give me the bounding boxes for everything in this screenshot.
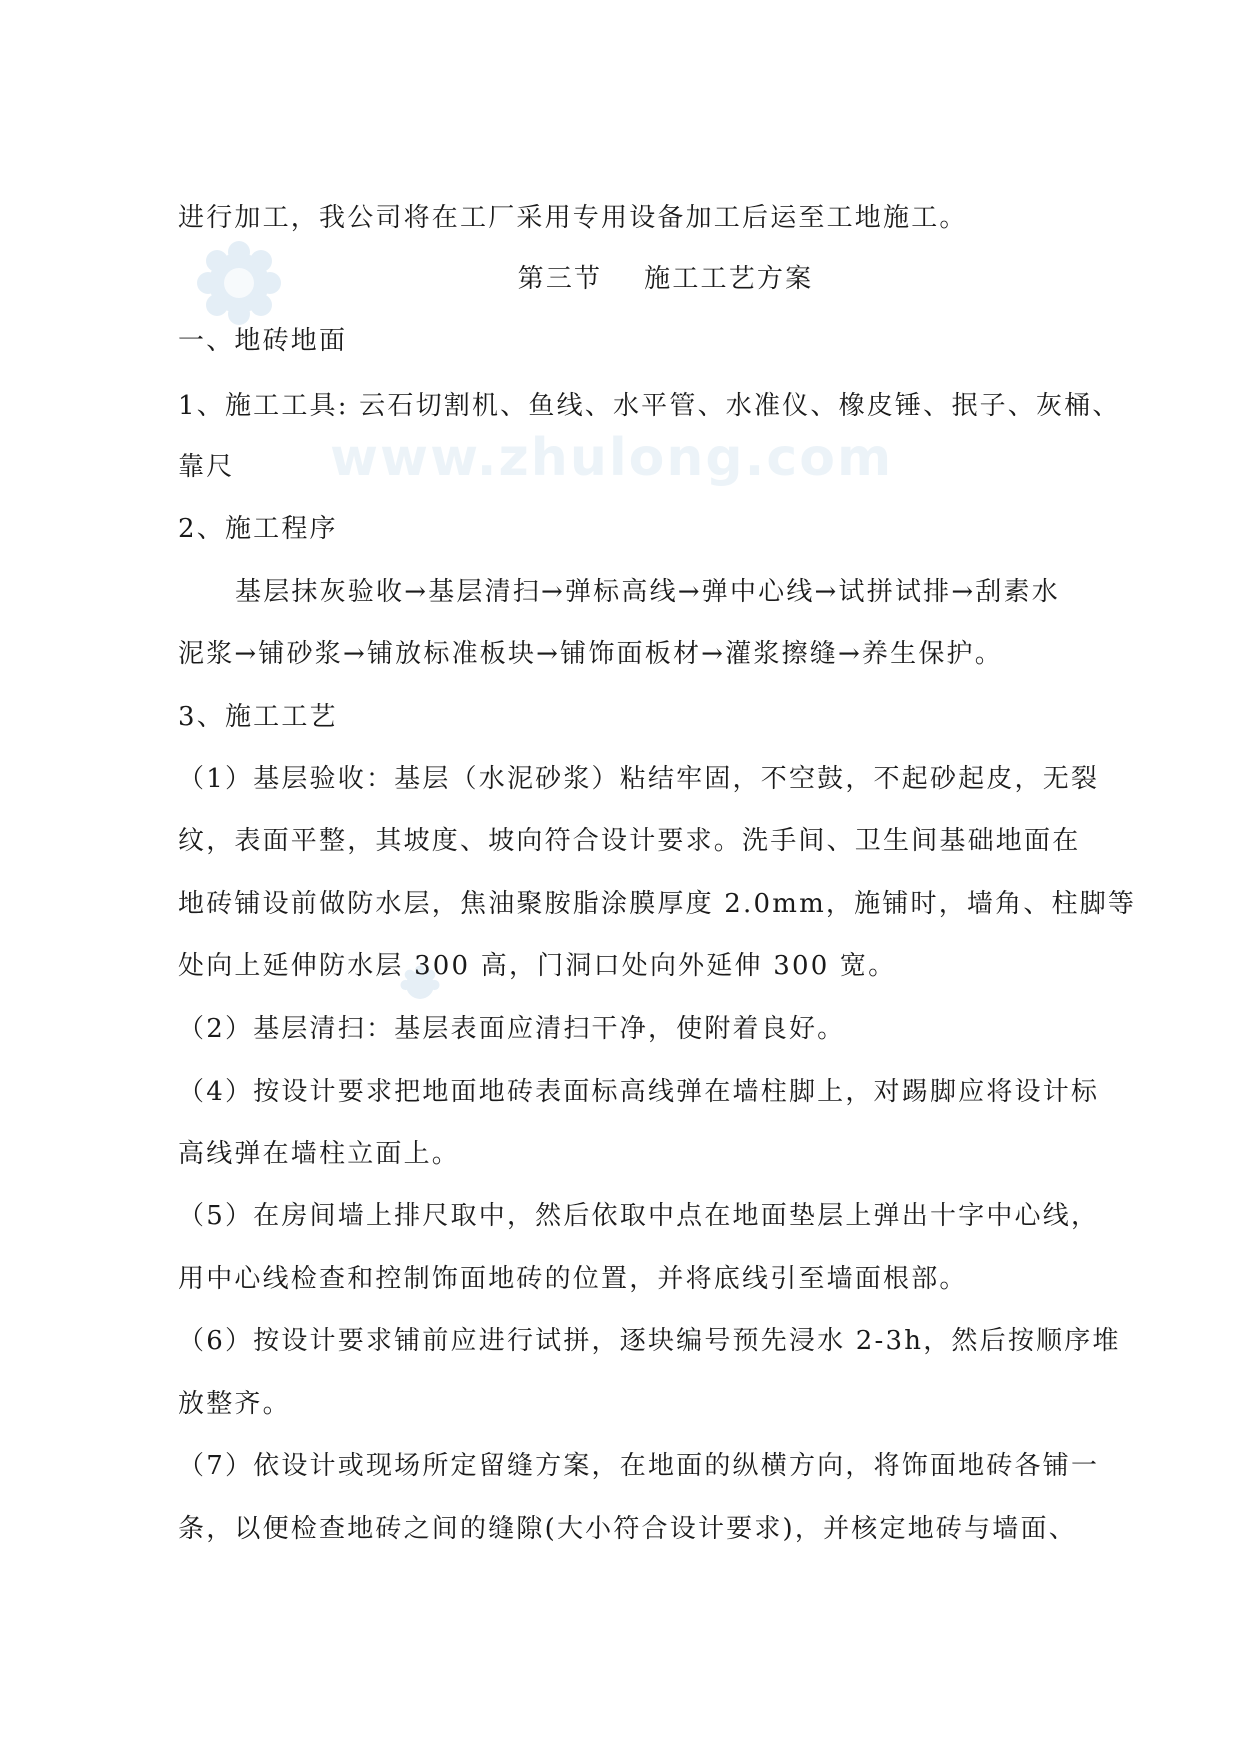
text-line: 放整齐。 [178, 1389, 291, 1419]
heading-process: 3、施工工艺 [178, 702, 338, 732]
heading-procedure: 2、施工程序 [178, 514, 338, 544]
watermark-url: www.zhulong.com [330, 428, 894, 488]
text-line: 用中心线检查和控制饰面地砖的位置，并将底线引至墙面根部。 [178, 1264, 968, 1294]
text-line: （7）依设计或现场所定留缝方案，在地面的纵横方向，将饰面地砖各铺一 [178, 1451, 1100, 1481]
text-line: 基层抹灰验收→基层清扫→弹标高线→弹中心线→试拼试排→刮素水 [235, 577, 1060, 607]
text-line: （1）基层验收：基层（水泥砂浆）粘结牢固，不空鼓，不起砂起皮，无裂 [178, 764, 1100, 794]
text-line: （5）在房间墙上排尺取中，然后依取中点在地面垫层上弹出十字中心线， [178, 1201, 1100, 1231]
text-line: 1、施工工具: 云石切割机、鱼线、水平管、水准仪、橡皮锤、抿子、灰桶、 [178, 391, 1121, 421]
text-line: 靠尺 [178, 452, 235, 482]
text-line: 进行加工，我公司将在工厂采用专用设备加工后运至工地施工。 [178, 203, 968, 233]
text-line: 地砖铺设前做防水层，焦油聚胺脂涂膜厚度 2.0mm，施铺时，墙角、柱脚等 [178, 889, 1137, 919]
text-line: 处向上延伸防水层 300 高，门洞口处向外延伸 300 宽。 [178, 951, 897, 981]
text-line: 纹，表面平整，其坡度、坡向符合设计要求。洗手间、卫生间基础地面在 [178, 826, 1081, 856]
text-line: 高线弹在墙柱立面上。 [178, 1139, 461, 1169]
text-line: （6）按设计要求铺前应进行试拼，逐块编号预先浸水 2-3h，然后按顺序堆 [178, 1326, 1121, 1356]
text-line: 条，以便检查地砖之间的缝隙(大小符合设计要求)，并核定地砖与墙面、 [178, 1514, 1077, 1544]
section-title: 第三节 施工工艺方案 [517, 264, 814, 294]
text-line: （4）按设计要求把地面地砖表面标高线弹在墙柱脚上，对踢脚应将设计标 [178, 1077, 1100, 1107]
text-line: 泥浆→铺砂浆→铺放标准板块→铺饰面板材→灌浆擦缝→养生保护。 [178, 639, 1003, 669]
text-line: （2）基层清扫：基层表面应清扫干净，使附着良好。 [178, 1014, 846, 1044]
heading-floor-tile: 一、地砖地面 [178, 326, 348, 356]
